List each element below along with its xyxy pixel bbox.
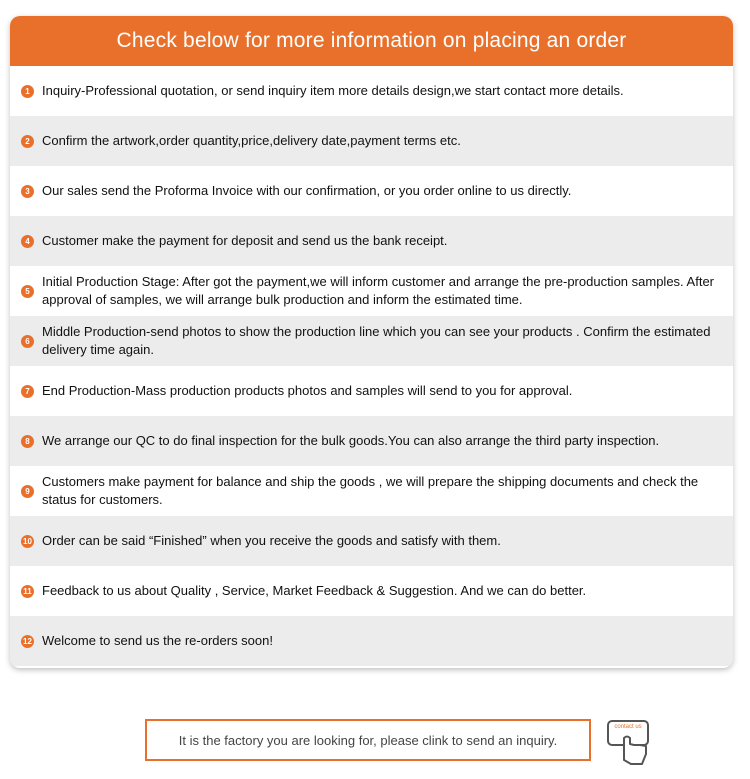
step-number-badge: 8 [21,435,34,448]
step-number-badge: 12 [21,635,34,648]
page-title: Check below for more information on placing an order [10,16,733,66]
list-item [10,116,733,166]
contact-us-label: contact us [614,724,642,730]
list-item [10,516,733,566]
step-text: Customers make payment for balance and ship the goods , we will prepare the shipping documents and check the status for customers. [42,474,699,507]
send-inquiry-label: It is the factory you are looking for, please clink to send an inquiry. [178,732,558,748]
step-text: We arrange our QC to do final inspection for the bulk goods.You can also arrange the third party inspection. [42,433,660,448]
step-number-badge: 5 [21,285,34,298]
step-number-badge: 11 [21,585,34,598]
step-text: Initial Production Stage: After got the payment,we will inform customer and arrange the pre-production samples. After approval of samples, we will arrange bulk production and inform the estimated time. [42,274,715,307]
step-number-badge: 7 [21,385,34,398]
list-item [10,266,733,316]
step-text: Customer make the payment for deposit and send us the bank receipt. [42,233,448,248]
step-number-badge: 3 [21,185,34,198]
step-text: Confirm the artwork,order quantity,price,delivery date,payment terms etc. [42,133,461,148]
step-number-badge: 9 [21,485,34,498]
list-item [10,316,733,366]
step-text: End Production-Mass production products photos and samples will send to you for approval. [42,383,573,398]
step-text: Feedback to us about Quality , Service, Market Feedback & Suggestion. And we can do better. [42,583,587,598]
list-item [10,166,733,216]
step-number-badge: 10 [21,535,34,548]
order-info-card [10,16,733,668]
list-item [10,566,733,616]
send-inquiry-button[interactable] [145,719,591,761]
step-text: Middle Production-send photos to show the production line which you can see your products . Confirm the estimated delivery time again. [42,324,711,357]
step-text: Our sales send the Proforma Invoice with our confirmation, or you order online to us directly. [42,183,572,198]
list-item [10,616,733,666]
list-item [10,466,733,516]
step-number-badge: 4 [21,235,34,248]
list-item [10,366,733,416]
step-number-badge: 2 [21,135,34,148]
list-item [10,66,733,116]
list-item [10,216,733,266]
step-text: Order can be said “Finished” when you receive the goods and satisfy with them. [42,533,501,548]
step-number-badge: 6 [21,335,34,348]
steps-list [10,66,733,666]
step-number-badge: 1 [21,85,34,98]
step-text: Inquiry-Professional quotation, or send inquiry item more details design,we start contact more details. [42,83,624,98]
list-item [10,416,733,466]
step-text: Welcome to send us the re-orders soon! [42,633,273,648]
